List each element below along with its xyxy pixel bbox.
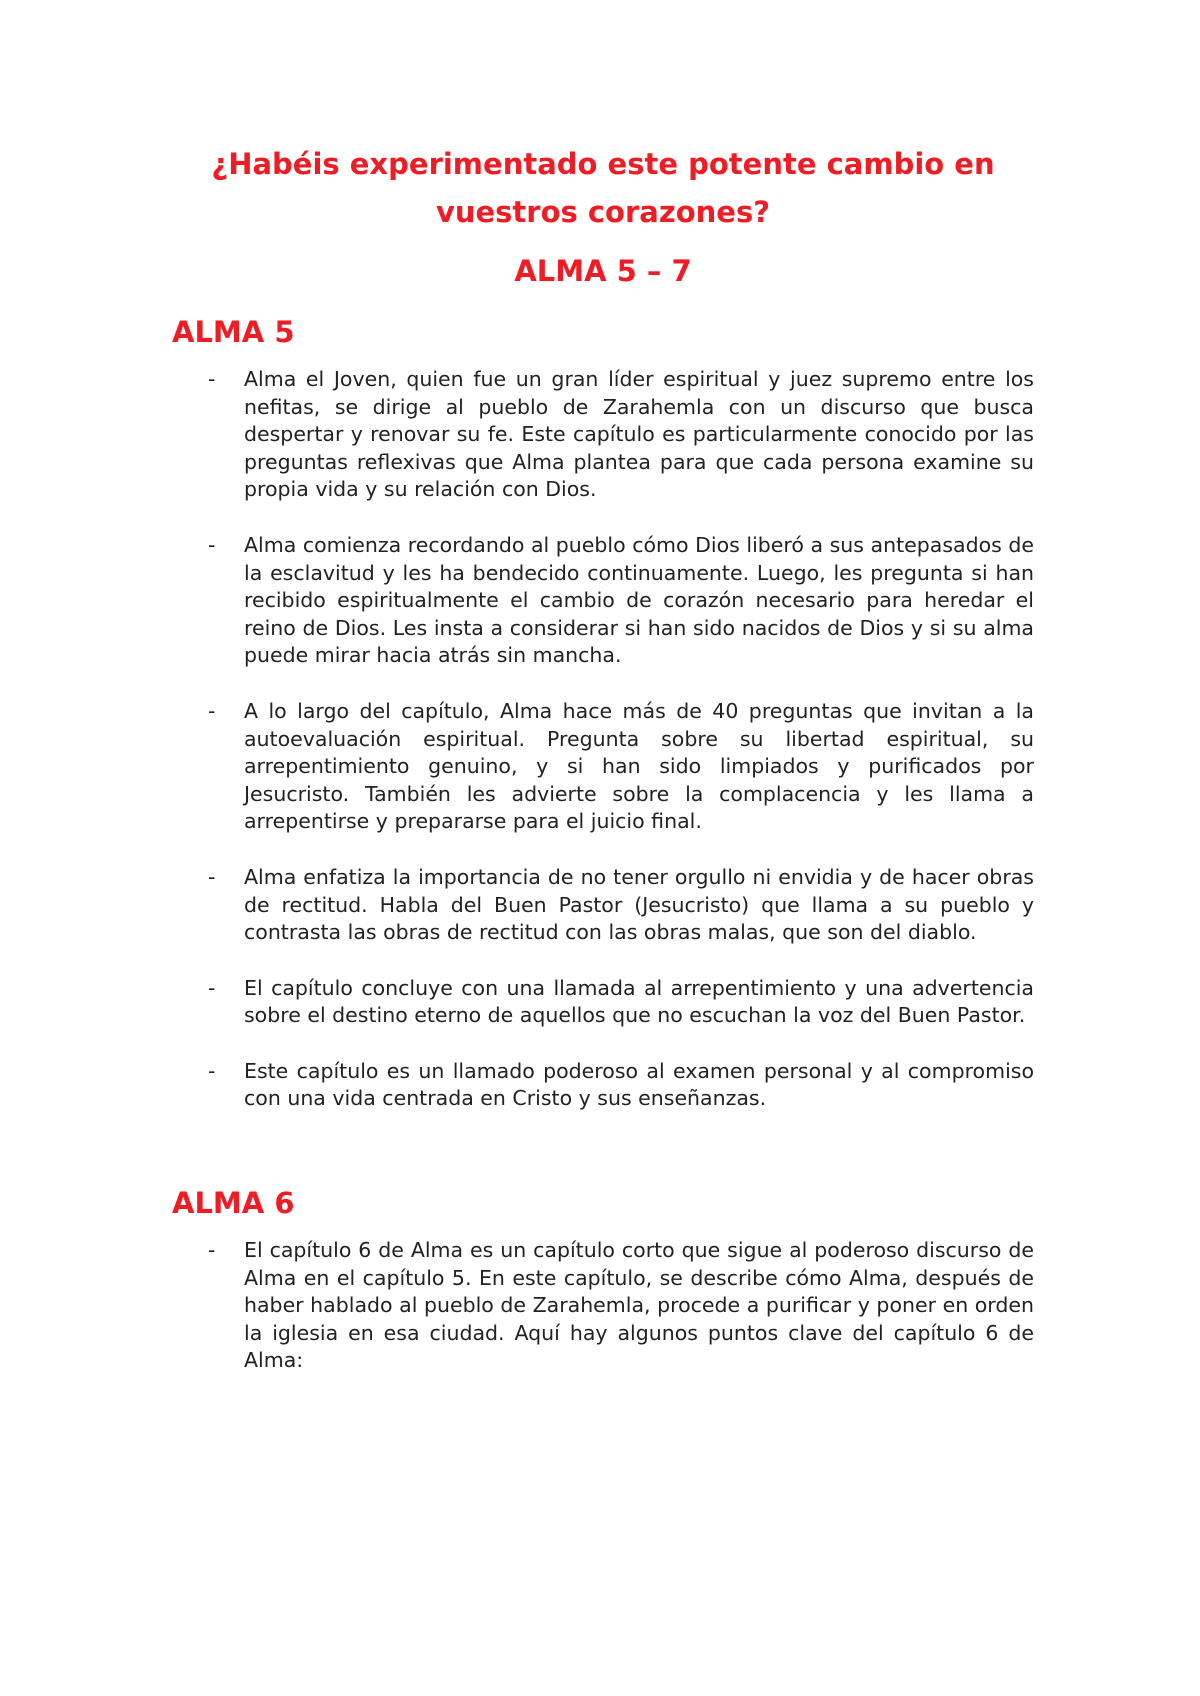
bullet-marker: - [208, 975, 216, 1000]
section-heading: ALMA 5 [172, 315, 295, 349]
list-item [172, 975, 1034, 1030]
document-title: ¿Habéis experimentado este potente cambio en vuestros corazones? [211, 147, 995, 229]
list-item [172, 698, 1034, 836]
bullet-marker: - [208, 367, 216, 391]
bullet-marker: - [208, 698, 216, 723]
list-item [172, 532, 1034, 670]
list-item-text: El capítulo concluye con una llamada al arrepentimiento y una advertencia sobre el destino eterno de aquellos que no escuchan la voz del Buen Pastor. [244, 975, 1034, 1028]
document-subtitle: ALMA 5 – 7 [514, 254, 692, 288]
list-item-text: Este capítulo es un llamado poderoso al examen personal y al compromiso con una vida centrada en Cristo y sus enseñanzas. [244, 1058, 1034, 1111]
list-item-text: Alma enfatiza la importancia de no tener orgullo ni envidia y de hacer obras de rectitud. Habla del Buen Pastor (Jesucristo) que llama a su pueblo y contrasta las obras de rectitud con las obras malas, que son del diablo. [244, 864, 1034, 945]
bullet-list [172, 366, 1034, 1113]
bullet-marker: - [208, 1238, 216, 1263]
list-item-text: Alma el Joven, quien fue un gran líder espiritual y juez supremo entre los nefitas, se dirige al pueblo de Zarahemla con un discurso que busca despertar y renovar su fe. Este capítulo es particularmente conocido por las preguntas reflexivas que Alma plantea para que cada persona examine su propia vida y su relación con Dios. [244, 367, 1034, 502]
list-item-text: A lo largo del capítulo, Alma hace más de 40 preguntas que invitan a la autoevaluación espiritual. Pregunta sobre su libertad espiritual, su arrepentimiento genuino, y si han sido limpiados y purificados por Jesucristo. También les advierte sobre la complacencia y les llama a arrepentirse y prepararse para el juicio final. [244, 698, 1034, 834]
section-alma-6 [172, 1183, 1034, 1375]
list-item [172, 864, 1034, 947]
list-item-text: El capítulo 6 de Alma es un capítulo corto que sigue al poderoso discurso de Alma en el capítulo 5. En este capítulo, se describe cómo Alma, después de haber hablado al pueblo de Zarahemla, procede a purificar y poner en orden la iglesia en esa ciudad. Aquí hay algunos puntos clave del capítulo 6 de Alma: [244, 1238, 1034, 1373]
bullet-marker: - [208, 532, 216, 557]
section-alma-5 [172, 312, 1034, 1113]
document-page [172, 140, 1034, 1375]
section-heading: ALMA 6 [172, 1186, 295, 1221]
bullet-marker: - [208, 864, 216, 889]
list-item-text: Alma comienza recordando al pueblo cómo Dios liberó a sus antepasados de la esclavitud y les ha bendecido continuamente. Luego, les pregunta si han recibido espiritualmente el cambio de corazón necesario para heredar el reino de Dios. Les insta a considerar si han sido nacidos de Dios y si su alma puede mirar hacia atrás sin mancha. [244, 532, 1034, 668]
list-item [172, 1237, 1034, 1375]
list-item [172, 1058, 1034, 1113]
bullet-list [172, 1237, 1034, 1375]
list-item [172, 366, 1034, 504]
bullet-marker: - [208, 1058, 216, 1083]
